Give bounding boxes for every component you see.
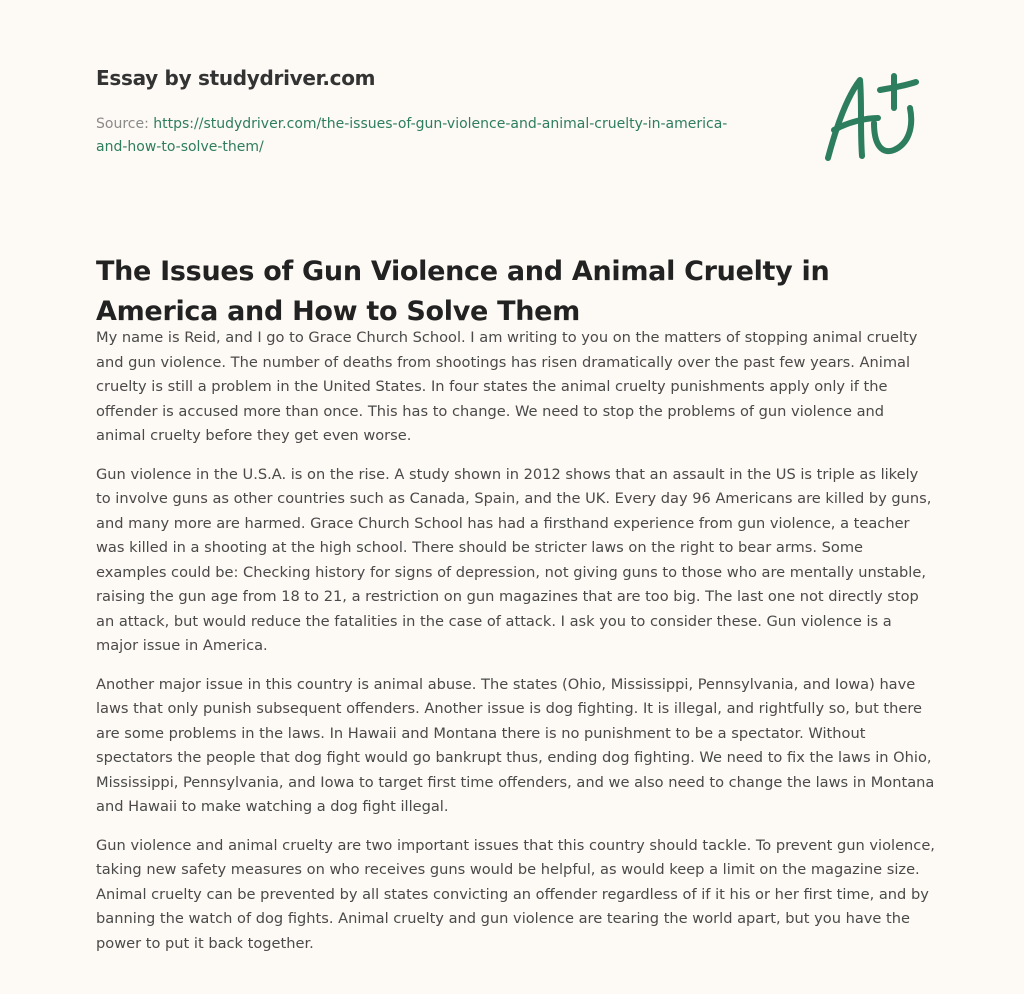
essay-body	[96, 326, 936, 970]
source-link[interactable]: https://studydriver.com/the-issues-of-gun-violence-and-animal-cruelty-in-america-and-how-to-solve-them/	[96, 116, 728, 155]
brand-title: Essay by studydriver.com	[96, 66, 376, 90]
source-label: Source:	[96, 116, 149, 132]
essay-paragraph: Gun violence in the U.S.A. is on the rise. A study shown in 2012 shows that an assault in the US is triple as likely to involve guns as other countries such as Canada, Spain, and the UK. Every day 96 Americans are killed by guns, and many more are harmed. Grace Church School has had a firsthand experience from gun violence, a teacher was killed in a shooting at the high school. There should be stricter laws on the right to bear arms. Some examples could be: Checking history for signs of depression, not giving guns to those who are mentally unstable, raising the gun age from 18 to 21, a restriction on gun magazines that are too big. The last one not directly stop an attack, but would reduce the fatalities in the case of attack. I ask you to consider these. Gun violence is a major issue in America.	[96, 465, 932, 654]
essay-paragraph: Gun violence and animal cruelty are two important issues that this country should tackle. To prevent gun violence, taking new safety measures on who receives guns would be helpful, as would keep a limit on the magazine size. Animal cruelty can be prevented by all states convicting an offender regardless of if it his or her first time, and by banning the watch of dog fights. Animal cruelty and gun violence are tearing the world apart, but you have the power to put it back together.	[96, 836, 935, 952]
a-plus-logo-icon	[818, 68, 928, 168]
essay-title: The Issues of Gun Violence and Animal Cruelty in America and How to Solve Them	[96, 256, 830, 327]
source-line	[96, 113, 736, 159]
essay-paragraph: Another major issue in this country is animal abuse. The states (Ohio, Mississippi, Pennsylvania, and Iowa) have laws that only punish subsequent offenders. Another issue is dog fighting. It is illegal, and rightfully so, but there are some problems in the laws. In Hawaii and Montana there is no punishment to be a spectator. Without spectators the people that dog fight would go bankrupt thus, ending dog fighting. We need to fix the laws in Ohio, Mississippi, Pennsylvania, and Iowa to target first time offenders, and we also need to change the laws in Montana and Hawaii to make watching a dog fight illegal.	[96, 675, 935, 815]
essay-paragraph: My name is Reid, and I go to Grace Church School. I am writing to you on the matters of stopping animal cruelty and gun violence. The number of deaths from shootings has risen dramatically over the past few years. Animal cruelty is still a problem in the United States. In four states the animal cruelty punishments apply only if the offender is accused more than once. This has to change. We need to stop the problems of gun violence and animal cruelty before they get even worse.	[96, 329, 918, 444]
